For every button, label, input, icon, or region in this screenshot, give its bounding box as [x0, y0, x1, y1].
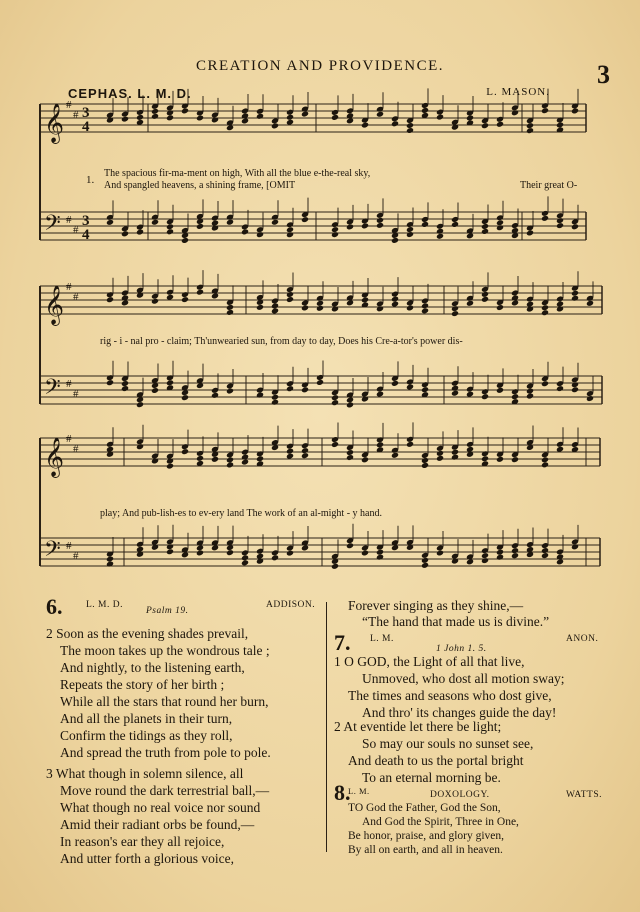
svg-text:𝄞: 𝄞 — [44, 437, 65, 477]
verse-line: The moon takes up the wondrous tale ; — [60, 643, 270, 658]
svg-text:𝄢: 𝄢 — [44, 537, 61, 567]
lyric-line-2: And spangled heavens, a shining frame, [OMIT — [104, 180, 296, 191]
verse-line: 2 Soon as the evening shades prevail, — [46, 626, 249, 641]
verse-line: And thro' its changes guide the day! — [362, 705, 557, 720]
hymn-6-continuation-2: “The hand that made us is divine.” — [362, 614, 550, 629]
column-divider — [326, 602, 327, 852]
verse-line: Unmoved, who dost all motion sway; — [362, 671, 565, 686]
svg-text:𝄞: 𝄞 — [44, 285, 65, 325]
svg-text:#: # — [66, 540, 72, 552]
verse-line: In reason's ear they all rejoice, — [60, 834, 225, 849]
lyric-line-end: Their great O- — [520, 180, 578, 191]
verse-line: And death to us the portal bright — [348, 753, 524, 768]
hymn-6-number: 6. — [46, 594, 63, 619]
hymn-6-meter: L. M. D. — [86, 600, 123, 610]
verse-number: 1. — [86, 174, 95, 186]
verse-line: The times and seasons who dost give, — [348, 688, 552, 703]
verse-line: While all the stars that round her burn, — [60, 694, 269, 709]
hymn-8-meter: L. M. — [348, 786, 370, 796]
hymn-7-source: 1 John 1. 5. — [436, 644, 487, 654]
lyric-line-1: The spacious fir-ma-ment on high, With all the blue e-the-real sky, — [104, 168, 371, 179]
hymn-8-author: WATTS. — [566, 790, 602, 800]
verse-line: So may our souls no sunset see, — [362, 736, 534, 751]
verse-line: What though no real voice nor sound — [60, 800, 261, 815]
hymn-6-continuation-1: Forever singing as they shine,— — [348, 598, 524, 613]
svg-text:#: # — [66, 214, 72, 226]
verse-line: By all on earth, and all in heaven. — [348, 844, 503, 856]
verse-line: 3 What though in solemn silence, all — [46, 766, 244, 781]
hymn-8-title: DOXOLOGY. — [430, 790, 490, 800]
page-number: 3 — [597, 60, 610, 89]
svg-text:#: # — [73, 388, 79, 400]
verse-line: And utter forth a glorious voice, — [60, 851, 234, 866]
verse-line: And spread the truth from pole to pole. — [60, 745, 271, 760]
svg-text:#: # — [66, 281, 72, 293]
tune-name: CEPHAS. L. M. D. — [68, 86, 192, 101]
lyric-system-2: rig - i - nal pro - claim; Th'unwearied sun, from day to day, Does his Cre-a-tor's power dis- — [100, 336, 463, 347]
verse-line: Move round the dark terrestrial ball,— — [60, 783, 270, 798]
svg-text:#: # — [66, 433, 72, 445]
svg-text:4: 4 — [82, 119, 90, 135]
verse-line: And all the planets in their turn, — [60, 711, 233, 726]
svg-text:3: 3 — [82, 105, 90, 121]
hymn-7-number: 7. — [334, 630, 351, 655]
hymn-8-number: 8. — [334, 780, 351, 805]
verse-line: Be honor, praise, and glory given, — [348, 830, 505, 842]
svg-text:3: 3 — [82, 213, 90, 229]
svg-text:4: 4 — [82, 227, 90, 243]
page-title: CREATION AND PROVIDENCE. — [195, 58, 445, 74]
verse-line: 1 O GOD, the Light of all that live, — [334, 654, 525, 669]
verse-line: To an eternal morning be. — [362, 770, 501, 785]
verse-line: And nightly, to the listening earth, — [60, 660, 245, 675]
svg-text:#: # — [73, 550, 79, 562]
verse-line: And God the Spirit, Three in One, — [362, 816, 519, 828]
verse-line: TO God the Father, God the Son, — [348, 802, 501, 814]
hymn-7-author: ANON. — [566, 634, 599, 644]
hymn-7-meter: L. M. — [370, 634, 394, 644]
svg-text:#: # — [73, 109, 79, 121]
verse-line: Amid their radiant orbs be found,— — [60, 817, 255, 832]
tune-composer: L. MASON. — [486, 86, 550, 98]
verse-line: Repeats the story of her birth ; — [60, 677, 225, 692]
hymn-6-source: Psalm 19. — [146, 606, 189, 616]
verse-line: 2 At eventide let there be light; — [334, 719, 502, 734]
svg-text:#: # — [73, 443, 79, 455]
svg-text:𝄞: 𝄞 — [44, 103, 65, 143]
svg-text:#: # — [66, 378, 72, 390]
svg-text:#: # — [73, 291, 79, 303]
svg-text:#: # — [73, 224, 79, 236]
hymn-6-author: ADDISON. — [266, 600, 316, 610]
svg-text:#: # — [66, 99, 72, 111]
lyric-system-3: play; And pub-lish-es to ev-ery land The work of an al-might - y hand. — [100, 508, 382, 519]
svg-text:𝄢: 𝄢 — [44, 211, 61, 241]
svg-text:𝄢: 𝄢 — [44, 375, 61, 405]
verse-line: Confirm the tidings as they roll, — [60, 728, 233, 743]
